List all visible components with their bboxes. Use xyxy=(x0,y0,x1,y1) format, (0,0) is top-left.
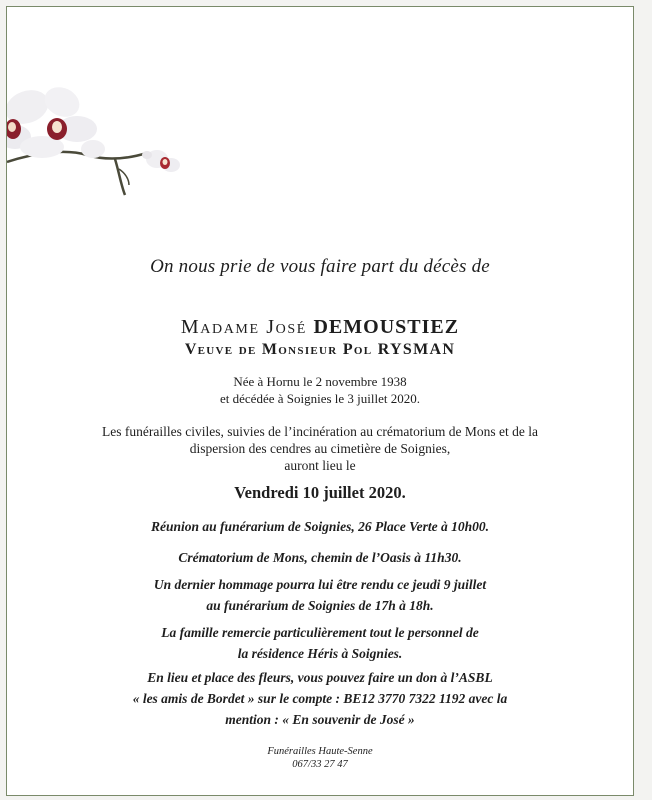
thanks-block xyxy=(7,622,633,664)
hommage-block xyxy=(7,574,633,616)
funeral-home-phone: 067/33 27 47 xyxy=(292,759,348,770)
funeral-line-2: dispersion des cendres au cimetière de Soignies, xyxy=(189,441,451,456)
deceased-title: Madame José xyxy=(180,316,307,338)
deceased-name xyxy=(7,316,633,339)
funeral-line-3: auront lieu le xyxy=(284,458,356,473)
reunion-line: Réunion au funérarium de Soignies, 26 Place Verte à 10h00. xyxy=(151,519,489,534)
donation-block xyxy=(7,667,633,730)
funeral-notice xyxy=(6,6,634,796)
crematorium-line: Crématorium de Mons, chemin de l’Oasis à 11h30. xyxy=(178,550,462,565)
donation-line-3: mention : « En souvenir de José » xyxy=(225,712,415,727)
hommage-line-2: au funérarium de Soignies de 17h à 18h. xyxy=(206,598,434,613)
birth-death-info xyxy=(7,373,633,407)
hommage-line-1: Un dernier hommage pourra lui être rendu ce jeudi 9 juillet xyxy=(153,577,487,592)
deceased-surname: DEMOUSTIEZ xyxy=(313,316,460,338)
birth-line: Née à Hornu le 2 novembre 1938 xyxy=(233,374,407,389)
funeral-date: Vendredi 10 juillet 2020. xyxy=(234,483,406,502)
donation-line-2: « les amis de Bordet » sur le compte : BE12 3770 7322 1192 avec la xyxy=(132,691,508,706)
orchid-icon xyxy=(7,67,197,207)
funeral-home xyxy=(7,745,633,771)
widow-surname: RYSMAN xyxy=(377,341,456,358)
funeral-info xyxy=(7,423,633,474)
death-line: et décédée à Soignies le 3 juillet 2020. xyxy=(220,391,420,406)
funeral-line-1: Les funérailles civiles, suivies de l’incinération au crématorium de Mons et de la xyxy=(102,424,538,439)
thanks-line-1: La famille remercie particulièrement tout le personnel de xyxy=(161,625,479,640)
donation-line-1: En lieu et place des fleurs, vous pouvez faire un don à l’ASBL xyxy=(147,670,493,685)
funeral-home-name: Funérailles Haute-Senne xyxy=(267,746,373,757)
widow-line xyxy=(7,341,633,359)
thanks-line-2: la résidence Héris à Soignies. xyxy=(237,646,403,661)
intro-text: On nous prie de vous faire part du décès de xyxy=(150,256,490,277)
widow-prefix: Veuve de Monsieur Pol xyxy=(184,341,373,358)
